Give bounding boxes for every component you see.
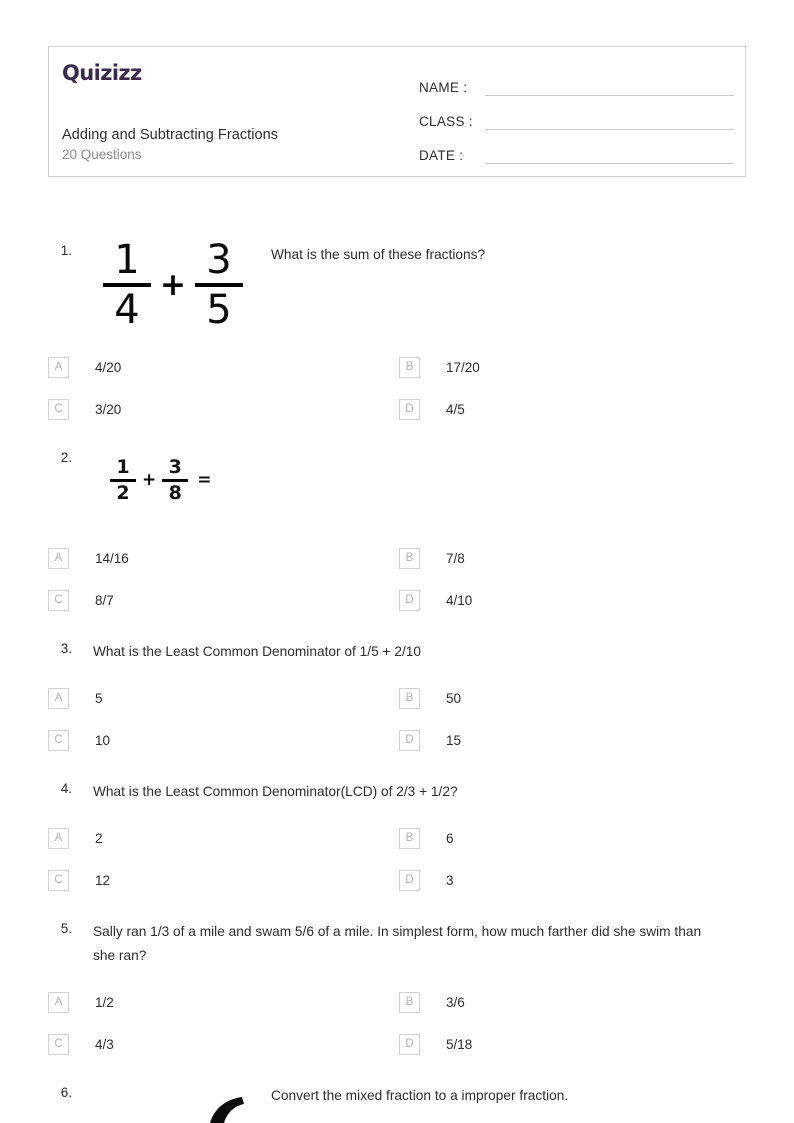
question-text: Convert the mixed fraction to a improper fraction. — [271, 1088, 569, 1103]
option-letter-box: C — [48, 399, 69, 420]
option-label: 4/3 — [95, 1036, 114, 1052]
option-a[interactable] — [48, 547, 129, 569]
fraction-numerator: 3 — [168, 456, 182, 478]
cut-off-digit-icon — [196, 1093, 266, 1123]
option-label: 1/2 — [95, 994, 114, 1010]
option-letter-box: B — [399, 992, 420, 1013]
option-letter-box: A — [48, 688, 69, 709]
option-a[interactable] — [48, 827, 103, 849]
option-c[interactable] — [48, 869, 110, 891]
quizizz-logo-text: Quizizz — [62, 61, 142, 85]
option-letter-box: D — [399, 1034, 420, 1055]
date-field-row — [419, 132, 734, 166]
option-label: 50 — [446, 690, 462, 706]
question-number: 2. — [60, 450, 72, 465]
date-field-label: DATE : — [419, 148, 464, 163]
option-letter-box: C — [48, 1034, 69, 1055]
option-label: 5/18 — [446, 1036, 473, 1052]
question-number: 1. — [60, 243, 72, 258]
option-label: 3/6 — [446, 994, 465, 1010]
option-letter-box: D — [399, 590, 420, 611]
option-label: 4/10 — [446, 592, 473, 608]
option-label: 14/16 — [95, 550, 129, 566]
class-field-label: CLASS : — [419, 114, 473, 129]
option-label: 3 — [446, 872, 454, 888]
option-letter-box: D — [399, 870, 420, 891]
option-a[interactable] — [48, 356, 121, 378]
option-letter-box: B — [399, 357, 420, 378]
question-number: 6. — [60, 1085, 72, 1100]
option-letter-box: D — [399, 399, 420, 420]
option-label: 6 — [446, 830, 454, 846]
plus-icon: + — [160, 266, 186, 303]
header-left-column — [62, 57, 412, 84]
option-c[interactable] — [48, 1033, 114, 1055]
option-label: 10 — [95, 732, 111, 748]
date-field-input[interactable] — [485, 162, 734, 164]
name-field-input[interactable] — [485, 94, 734, 96]
fraction-denominator: 8 — [168, 481, 182, 504]
fraction-second — [162, 458, 188, 503]
option-d[interactable] — [399, 1033, 472, 1055]
option-label: 5 — [95, 690, 103, 706]
option-c[interactable] — [48, 398, 121, 420]
option-label: 7/8 — [446, 550, 465, 566]
option-letter-box: A — [48, 828, 69, 849]
question-count: 20 Questions — [62, 147, 142, 162]
option-b[interactable] — [399, 356, 480, 378]
option-label: 15 — [446, 732, 462, 748]
class-field-input[interactable] — [485, 128, 734, 130]
fraction-first — [110, 458, 136, 503]
question-number: 3. — [60, 641, 72, 656]
fraction-numerator: 3 — [206, 237, 232, 283]
option-b[interactable] — [399, 547, 465, 569]
option-label: 2 — [95, 830, 103, 846]
option-b[interactable] — [399, 991, 465, 1013]
option-label: 12 — [95, 872, 111, 888]
option-letter-box: B — [399, 688, 420, 709]
fraction-denominator: 4 — [114, 287, 140, 333]
question-text: Sally ran 1/3 of a mile and swam 5/6 of a mile. In simplest form, how much farther did she swim than she ran? — [93, 924, 702, 963]
option-letter-box: C — [48, 730, 69, 751]
question-text: What is the Least Common Denominator of 1/5 + 2/10 — [93, 644, 422, 659]
option-d[interactable] — [399, 589, 472, 611]
option-letter-box: A — [48, 992, 69, 1013]
option-label: 4/20 — [95, 359, 122, 375]
fraction-denominator: 5 — [206, 287, 232, 333]
fraction-first — [103, 237, 151, 333]
option-letter-box: A — [48, 548, 69, 569]
fraction-second — [195, 237, 243, 333]
equals-icon: = — [197, 470, 212, 491]
option-letter-box: A — [48, 357, 69, 378]
student-info-fields — [419, 64, 734, 166]
question-number: 5. — [60, 921, 72, 936]
worksheet-header — [48, 46, 746, 177]
question-fraction-image-partial — [196, 1093, 266, 1123]
option-letter-box: C — [48, 870, 69, 891]
class-field-row — [419, 98, 734, 132]
question-text: What is the Least Common Denominator(LCD) of 2/3 + 1/2? — [93, 784, 458, 799]
name-field-row — [419, 64, 734, 98]
option-d[interactable] — [399, 869, 454, 891]
question-text: What is the sum of these fractions? — [271, 247, 486, 262]
quizizz-logo — [62, 63, 412, 84]
option-letter-box: B — [399, 828, 420, 849]
name-field-label: NAME : — [419, 80, 468, 95]
option-b[interactable] — [399, 687, 461, 709]
option-d[interactable] — [399, 729, 461, 751]
option-c[interactable] — [48, 729, 110, 751]
fraction-denominator: 2 — [116, 481, 130, 504]
option-letter-box: D — [399, 730, 420, 751]
option-letter-box: C — [48, 590, 69, 611]
question-number: 4. — [60, 781, 72, 796]
plus-icon: + — [142, 469, 157, 490]
option-c[interactable] — [48, 589, 114, 611]
option-a[interactable] — [48, 991, 114, 1013]
question-fraction-image — [110, 458, 212, 503]
option-label: 3/20 — [95, 401, 122, 417]
option-label: 8/7 — [95, 592, 114, 608]
option-a[interactable] — [48, 687, 103, 709]
option-d[interactable] — [399, 398, 465, 420]
fraction-numerator: 1 — [114, 237, 140, 283]
option-letter-box: B — [399, 548, 420, 569]
fraction-numerator: 1 — [116, 456, 130, 478]
option-label: 17/20 — [446, 359, 480, 375]
option-label: 4/5 — [446, 401, 465, 417]
page-title: Adding and Subtracting Fractions — [62, 127, 279, 143]
option-b[interactable] — [399, 827, 454, 849]
question-fraction-image — [103, 237, 243, 333]
